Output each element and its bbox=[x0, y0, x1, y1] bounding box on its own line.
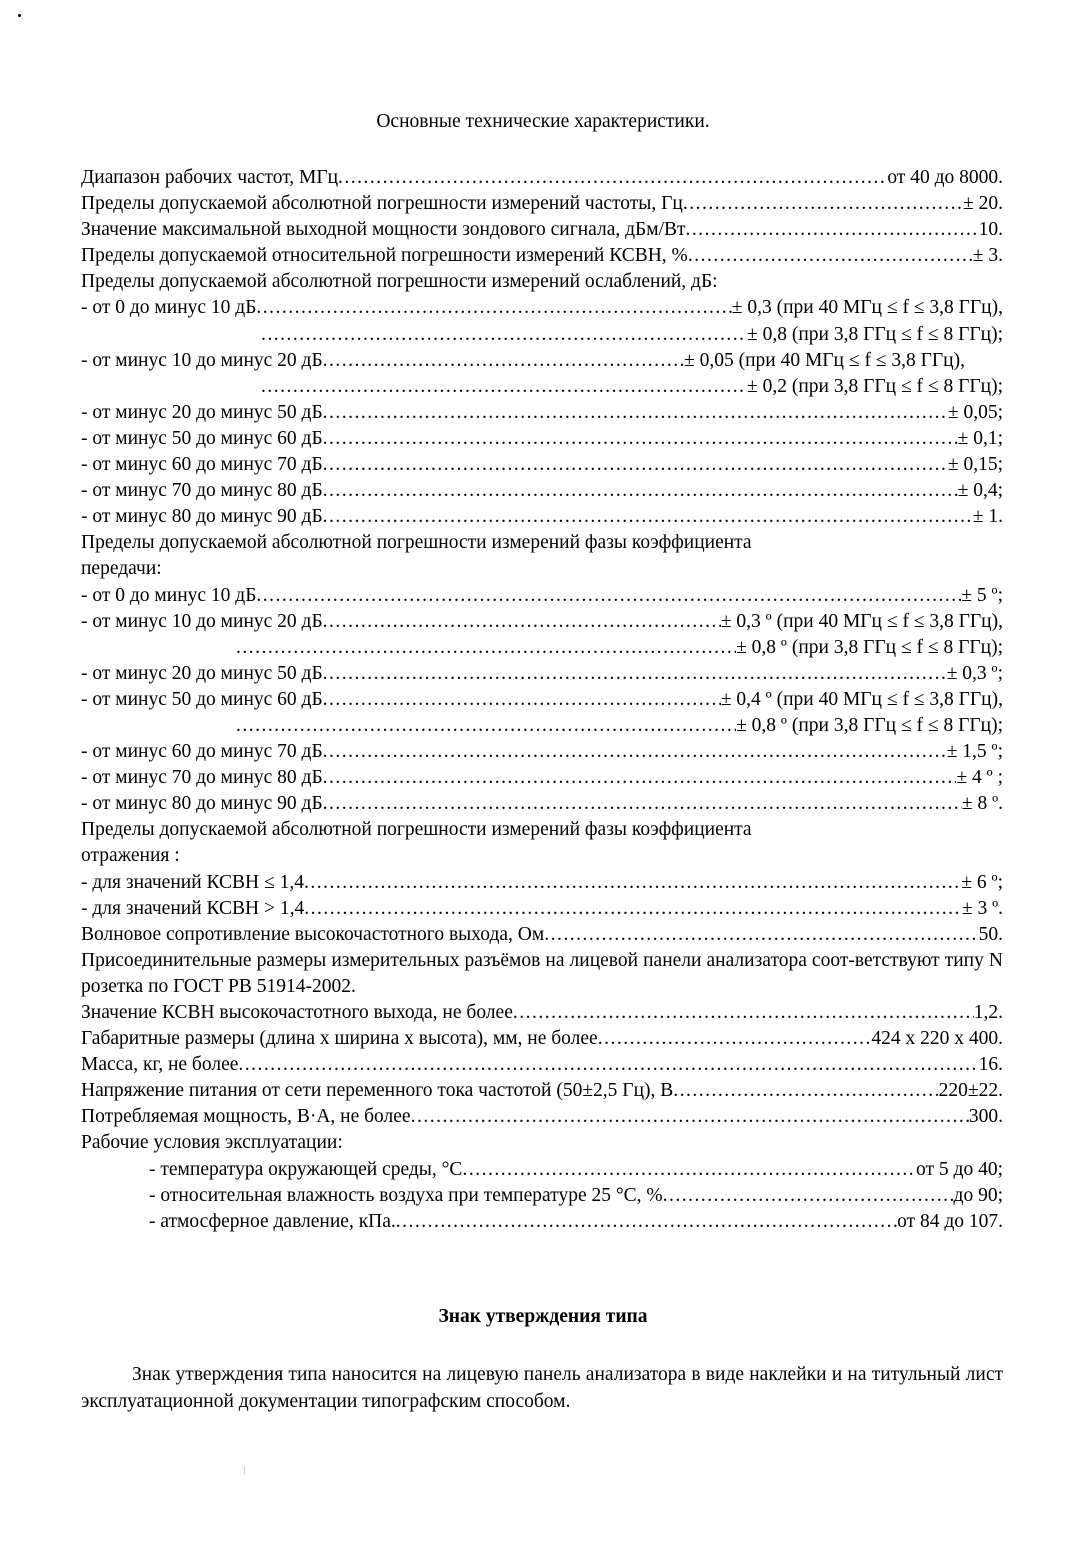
spec-row bbox=[81, 191, 1003, 217]
dot-leader bbox=[323, 478, 958, 504]
spec-value: от 5 до 40; bbox=[916, 1158, 1003, 1180]
spec-row bbox=[81, 661, 1003, 687]
dot-leader bbox=[256, 583, 961, 609]
spec-value: ± 0,8 (при 3,8 ГГц ≤ f ≤ 8 ГГц); bbox=[747, 323, 1003, 345]
spec-row bbox=[81, 1209, 1003, 1235]
dot-leader bbox=[238, 1052, 978, 1078]
spec-value: до 90; bbox=[953, 1184, 1003, 1206]
dot-leader bbox=[261, 322, 747, 348]
spec-label: - от минус 10 до минус 20 дБ bbox=[81, 349, 323, 371]
dot-leader bbox=[544, 922, 978, 948]
dot-leader bbox=[323, 687, 721, 713]
spec-value: 300. bbox=[968, 1106, 1003, 1128]
spec-value: ± 0,3 º (при 40 МГц ≤ f ≤ 3,8 ГГц), bbox=[720, 610, 1003, 632]
spec-label: - относительная влажность воздуха при температуре 25 °С, % bbox=[149, 1184, 663, 1206]
spec-row bbox=[81, 713, 1003, 739]
spec-label: - атмосферное давление, кПа. bbox=[149, 1210, 396, 1232]
dot-leader bbox=[304, 870, 961, 896]
spec-label: Диапазон рабочих частот, МГц bbox=[81, 167, 339, 188]
spec-label: - от минус 70 до минус 80 дБ bbox=[81, 480, 323, 502]
section-paragraph: Знак утверждения типа наносится на лицевую панель анализатора в виде наклейки и на титульный лист эксплуатационной документации типографским способом. bbox=[81, 1364, 1003, 1412]
spec-row bbox=[81, 922, 1003, 948]
dot-leader bbox=[323, 791, 962, 817]
dot-leader bbox=[256, 295, 731, 321]
dot-leader bbox=[673, 1078, 938, 1104]
spec-heading: отражения : bbox=[81, 845, 180, 867]
spec-value: ± 1,5 º; bbox=[946, 741, 1003, 763]
dot-leader bbox=[323, 739, 947, 765]
dot-leader bbox=[323, 609, 721, 635]
spec-value: ± 0,4; bbox=[957, 480, 1003, 502]
spec-heading: передачи: bbox=[81, 558, 162, 580]
dot-leader bbox=[663, 1183, 954, 1209]
spec-label: - для значений КСВН > 1,4 bbox=[81, 897, 305, 919]
spec-label: - температура окружающей среды, °С bbox=[149, 1158, 463, 1180]
spec-label: - от минус 60 до минус 70 дБ bbox=[81, 454, 323, 476]
dot-leader bbox=[261, 374, 747, 400]
spec-value: ± 3 º. bbox=[961, 897, 1003, 919]
spec-value: ± 0,05; bbox=[947, 401, 1003, 423]
spec-label: - от минус 80 до минус 90 дБ bbox=[81, 506, 323, 528]
spec-label: Потребляемая мощность, В·А, не более bbox=[81, 1106, 411, 1128]
spec-row bbox=[81, 504, 1003, 530]
spec-label: - от минус 20 до минус 50 дБ bbox=[81, 662, 323, 684]
dot-leader bbox=[236, 635, 736, 661]
spec-row bbox=[81, 374, 1003, 400]
spec-value: 16. bbox=[978, 1054, 1003, 1076]
dot-leader bbox=[323, 765, 957, 791]
spec-value: 50. bbox=[978, 923, 1003, 945]
spec-row bbox=[81, 1078, 1003, 1104]
spec-heading: Рабочие условия эксплуатации: bbox=[81, 1132, 343, 1154]
spec-row bbox=[81, 295, 1003, 321]
spec-heading: Пределы допускаемой абсолютной погрешности измерений ослаблений, дБ: bbox=[81, 271, 718, 293]
spec-label: Габаритные размеры (длина х ширина х высота), мм, не более bbox=[81, 1028, 598, 1050]
spec-value: ± 0,3 (при 40 МГц ≤ f ≤ 3,8 ГГц), bbox=[731, 297, 1003, 319]
spec-label: - от минус 80 до минус 90 дБ bbox=[81, 793, 323, 815]
spec-row bbox=[81, 739, 1003, 765]
dot-leader bbox=[323, 400, 948, 426]
spec-row bbox=[81, 635, 1003, 661]
spec-value: ± 0,2 (при 3,8 ГГц ≤ f ≤ 8 ГГц); bbox=[747, 375, 1003, 397]
spec-label: - от минус 70 до минус 80 дБ bbox=[81, 767, 323, 789]
spec-row bbox=[81, 322, 1003, 348]
dot-leader bbox=[598, 1026, 872, 1052]
spec-row bbox=[81, 1104, 1003, 1130]
spec-label: - от минус 50 до минус 60 дБ bbox=[81, 427, 323, 449]
spec-label: - для значений КСВН ≤ 1,4 bbox=[81, 871, 304, 893]
spec-value: ± 0,15; bbox=[947, 454, 1003, 476]
spec-value: ± 4 º ; bbox=[956, 767, 1003, 789]
spec-label: - от минус 20 до минус 50 дБ bbox=[81, 401, 323, 423]
dot-leader bbox=[396, 1209, 897, 1235]
spec-row bbox=[81, 426, 1003, 452]
spec-label: - от 0 до минус 10 дБ bbox=[81, 297, 257, 319]
spec-value: 1,2. bbox=[973, 1002, 1003, 1023]
spec-label: Значение максимальной выходной мощности зондового сигнала, дБм/Вт bbox=[81, 219, 686, 241]
spec-value: ± 1. bbox=[972, 506, 1003, 528]
dot-leader bbox=[323, 348, 684, 374]
spec-heading: Пределы допускаемой абсолютной погрешности измерений фазы коэффициента bbox=[81, 819, 752, 841]
scan-speck bbox=[18, 14, 21, 17]
spec-row bbox=[81, 687, 1003, 713]
spec-row bbox=[81, 791, 1003, 817]
spec-row bbox=[81, 478, 1003, 504]
spec-label: Напряжение питания от сети переменного тока частотой (50±2,5 Гц), В bbox=[81, 1080, 674, 1102]
spec-row bbox=[81, 1183, 1003, 1209]
spec-value: ± 0,4 º (при 40 МГц ≤ f ≤ 3,8 ГГц), bbox=[720, 688, 1003, 710]
spec-row bbox=[81, 1000, 1003, 1026]
section-title: Знак утверждения типа bbox=[438, 1306, 648, 1327]
spec-value: ± 5 º; bbox=[961, 584, 1003, 606]
dot-leader bbox=[338, 165, 887, 191]
dot-leader bbox=[686, 217, 979, 243]
dot-leader bbox=[323, 661, 947, 687]
spec-row bbox=[81, 348, 1003, 374]
page-title: Основные технические характеристики. bbox=[376, 111, 710, 132]
spec-label: - от минус 50 до минус 60 дБ bbox=[81, 688, 323, 710]
spec-value: 424 х 220 х 400. bbox=[871, 1028, 1003, 1050]
spec-value: ± 8 º. bbox=[961, 793, 1003, 815]
spec-label: - от минус 60 до минус 70 дБ bbox=[81, 741, 323, 763]
spec-value: от 84 до 107. bbox=[897, 1210, 1003, 1232]
spec-value: ± 0,3 º; bbox=[946, 662, 1003, 684]
spec-value: ± 20. bbox=[963, 193, 1003, 215]
spec-row bbox=[81, 896, 1003, 922]
spec-row bbox=[81, 452, 1003, 478]
spec-value: ± 0,05 (при 40 МГц ≤ f ≤ 3,8 ГГц), bbox=[684, 349, 965, 371]
dot-leader bbox=[323, 452, 948, 478]
spec-list bbox=[81, 165, 1003, 1235]
dot-leader bbox=[323, 426, 958, 452]
spec-row bbox=[81, 1052, 1003, 1078]
spec-label: Масса, кг, не более bbox=[81, 1054, 239, 1076]
scan-speck bbox=[244, 1466, 245, 1474]
spec-row bbox=[81, 400, 1003, 426]
spec-row bbox=[81, 870, 1003, 896]
spec-row bbox=[81, 1157, 1003, 1183]
spec-row bbox=[81, 165, 1003, 191]
dot-leader bbox=[683, 191, 963, 217]
spec-label: Волновое сопротивление высокочастотного выхода, Ом bbox=[81, 923, 545, 945]
dot-leader bbox=[323, 504, 973, 530]
spec-row bbox=[81, 765, 1003, 791]
spec-paragraph: Присоединительные размеры измерительных разъёмов на лицевой панели анализатора соот-ветствуют типу N розетка по ГОСТ РВ 51914-2002. bbox=[81, 949, 1003, 997]
spec-label: Пределы допускаемой абсолютной погрешности измерений частоты, Гц bbox=[81, 193, 683, 215]
spec-label: Значение КСВН высокочастотного выхода, не более bbox=[81, 1002, 513, 1023]
spec-row bbox=[81, 609, 1003, 635]
spec-label: Пределы допускаемой относительной погрешности измерений КСВН, % bbox=[81, 245, 688, 267]
spec-value: ± 0,8 º (при 3,8 ГГц ≤ f ≤ 8 ГГц); bbox=[736, 714, 1003, 736]
dot-leader bbox=[462, 1157, 916, 1183]
spec-label: - от минус 10 до минус 20 дБ bbox=[81, 610, 323, 632]
spec-row bbox=[81, 1026, 1003, 1052]
spec-value: ± 3. bbox=[972, 245, 1003, 267]
spec-label: - от 0 до минус 10 дБ bbox=[81, 584, 257, 606]
spec-row bbox=[81, 217, 1003, 243]
dot-leader bbox=[411, 1104, 969, 1130]
dot-leader bbox=[236, 713, 736, 739]
dot-leader bbox=[513, 1000, 974, 1026]
dot-leader bbox=[688, 243, 973, 269]
spec-value: ± 6 º; bbox=[961, 871, 1003, 893]
dot-leader bbox=[304, 896, 962, 922]
spec-value: ± 0,1; bbox=[957, 427, 1003, 449]
spec-value: 220±22. bbox=[938, 1080, 1003, 1102]
spec-value: ± 0,8 º (при 3,8 ГГц ≤ f ≤ 8 ГГц); bbox=[736, 636, 1003, 658]
spec-heading: Пределы допускаемой абсолютной погрешности измерений фазы коэффициента bbox=[81, 532, 752, 554]
spec-value: от 40 до 8000. bbox=[887, 167, 1003, 188]
spec-row bbox=[81, 243, 1003, 269]
spec-row bbox=[81, 583, 1003, 609]
spec-value: 10. bbox=[978, 219, 1003, 241]
